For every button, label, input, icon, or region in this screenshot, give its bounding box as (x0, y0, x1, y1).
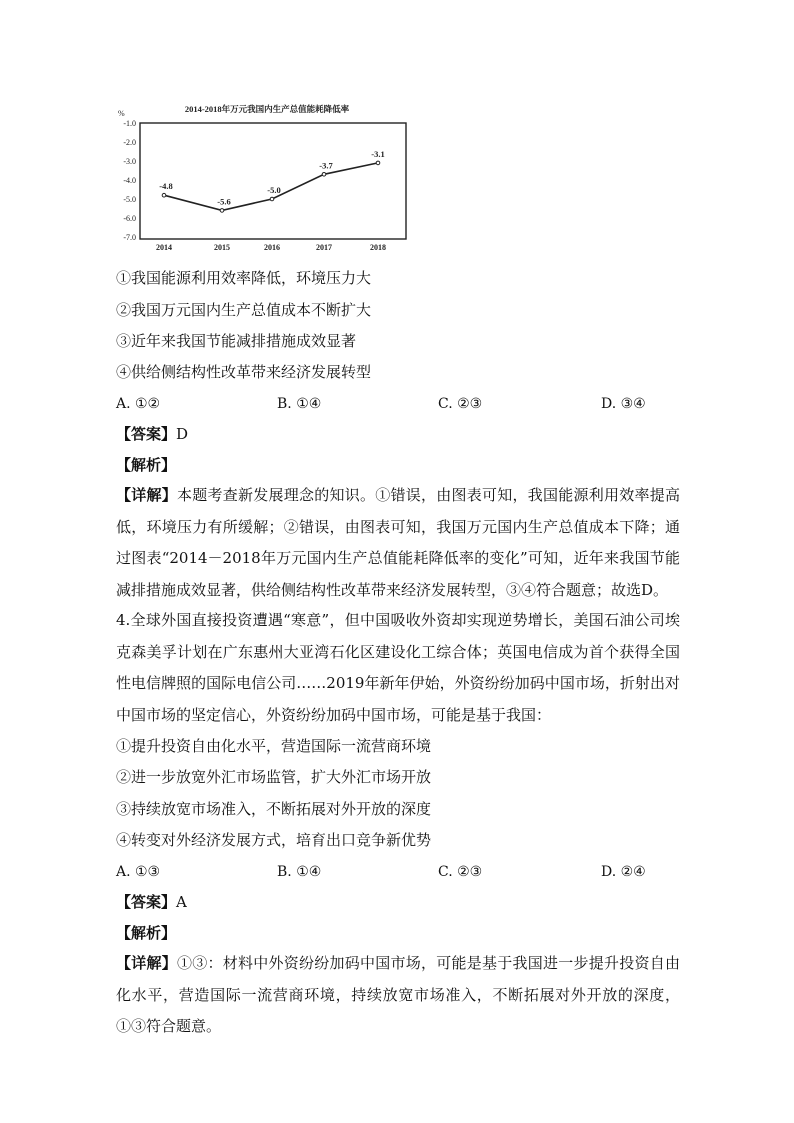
answer-value: D (176, 425, 189, 443)
detail-tag: 【详解】 (116, 486, 177, 504)
x-axis-ticks (156, 243, 386, 252)
x-tick-label: 2016 (264, 243, 280, 252)
y-tick-label: -2.0 (123, 138, 136, 147)
data-label: -3.1 (371, 148, 385, 159)
detail-text: 本题考查新发展理念的知识。①错误，由图表可知，我国能源利用效率提高低，环境压力有所缓解；②错误，由图表可知，我国万元国内生产总值成本下降；通过图表“2014－2018年万元国内生产总值能耗降低率的变化”可知，近年来我国节能减排措施成效显著，供给侧结构性改革带来经济发展转型，③④符合题意；故选D。 (116, 486, 680, 599)
y-tick-label: -5.0 (123, 195, 136, 204)
q4-stem: 4.全球外国直接投资遭遇“寒意”，但中国吸收外资却实现逆势增长，美国石油公司埃克森美孚计划在广东惠州大亚湾石化区建设化工综合体；英国电信成为首个获得全国性电信牌照的国际电信公司……2019年新年伊始，外资纷纷加码中国市场，折射出对中国市场的坚定信心，外资纷纷加码中国市场，可能是基于我国： (116, 611, 680, 724)
q4-option-b[interactable]: B. ①④ (277, 864, 322, 880)
data-label: -5.6 (217, 196, 231, 207)
detail-tag: 【详解】 (116, 954, 177, 972)
q3-analysis-tag (116, 455, 176, 475)
y-tick-label: -7.0 (123, 233, 136, 242)
data-label: -3.7 (319, 160, 333, 171)
y-tick-label: -4.0 (123, 176, 136, 185)
q3-option-d[interactable]: D. ③④ (601, 396, 646, 412)
q4-option-a[interactable]: A. ①③ (116, 864, 161, 880)
q4-item-2: ②进一步放宽外汇市场监管，扩大外汇市场开放 (116, 768, 432, 786)
q3-option-c[interactable]: C. ②③ (438, 396, 483, 412)
data-point (322, 173, 326, 177)
answer-tag: 【答案】 (116, 893, 177, 911)
q4-analysis-tag (116, 923, 176, 943)
q3-item-1: ①我国能源利用效率降低，环境压力大 (116, 269, 372, 287)
q3-item-4: ④供给侧结构性改革带来经济发展转型 (116, 363, 372, 381)
data-point (376, 161, 380, 165)
data-point (162, 193, 166, 197)
chart-title: 2014-2018年万元我国内生产总值能耗降低率 (184, 104, 350, 114)
detail-text: ①③：材料中外资纷纷加码中国市场，可能是基于我国进一步提升投资自由化水平，营造国际一流营商环境，持续放宽市场准入，不断拓展对外开放的深度，①③符合题意。 (116, 954, 680, 1035)
data-point (220, 209, 224, 213)
q3-option-a[interactable]: A. ①② (116, 396, 161, 412)
q4-answer-line (116, 892, 187, 912)
analysis-tag: 【解析】 (116, 456, 177, 474)
x-tick-label: 2014 (156, 243, 172, 252)
q3-item-3: ③近年来我国节能减排措施成效显著 (116, 332, 357, 350)
chart-y-unit: % (118, 109, 125, 118)
y-axis-ticks (123, 119, 136, 242)
data-label: -4.8 (159, 181, 173, 192)
q4-option-c[interactable]: C. ②③ (438, 864, 483, 880)
q4-detail (116, 948, 680, 1043)
analysis-tag: 【解析】 (116, 924, 177, 942)
y-tick-label: -3.0 (123, 157, 136, 166)
energy-consumption-line-chart (112, 100, 412, 255)
q3-option-b[interactable]: B. ①④ (277, 396, 322, 412)
q4-option-d[interactable]: D. ②④ (601, 864, 646, 880)
q4-item-1: ①提升投资自由化水平，营造国际一流营商环境 (116, 737, 432, 755)
x-tick-label: 2015 (214, 243, 230, 252)
q4-item-3: ③持续放宽市场准入，不断拓展对外开放的深度 (116, 800, 432, 818)
x-tick-label: 2018 (370, 243, 386, 252)
data-point (270, 197, 274, 201)
x-tick-label: 2017 (316, 243, 332, 252)
q3-answer-line (116, 424, 188, 444)
plot-frame (140, 123, 406, 239)
answer-tag: 【答案】 (116, 425, 177, 443)
data-label: -5.0 (267, 185, 281, 195)
q3-detail (116, 480, 680, 606)
y-tick-label: -6.0 (123, 214, 136, 223)
q3-item-2: ②我国万元国内生产总值成本不断扩大 (116, 301, 372, 319)
answer-value: A (176, 893, 187, 911)
q4-item-4: ④转变对外经济发展方式，培育出口竞争新优势 (116, 831, 432, 849)
y-tick-label: -1.0 (123, 119, 136, 128)
